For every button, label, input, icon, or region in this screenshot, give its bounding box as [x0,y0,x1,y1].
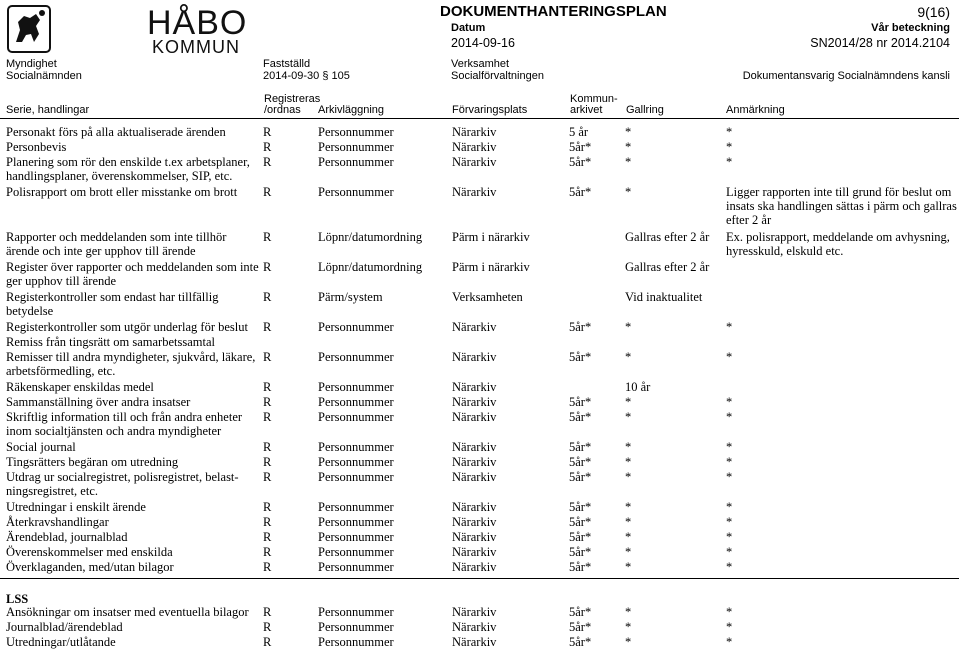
habo-kommun-logo [6,4,146,54]
serie-cell: Planering som rör den enskilde t.ex arbetsplaner, [6,155,250,169]
anmarkning-cell: * [726,560,733,574]
arkivlaggning-cell: Personnummer [318,140,394,154]
anmarkning-cell: * [726,530,733,544]
arkivlaggning-cell: Personnummer [318,500,394,514]
forvaringsplats-cell: Närarkiv [452,560,497,574]
arkivlaggning-cell: Personnummer [318,635,394,649]
serie-cell: ger upphov till ärende [6,274,117,288]
gallring-cell: Gallras efter 2 år [625,260,710,274]
serie-cell: Utdrag ur socialregistret, polisregistret, belast- [6,470,239,484]
forvaringsplats-cell: Pärm i närarkiv [452,260,530,274]
anmarkning-cell: * [726,605,733,619]
serie-cell: Skriftlig information till och från andra enheter [6,410,243,424]
arkivlaggning-cell: Personnummer [318,545,394,559]
registreras-cell: R [263,260,272,274]
anmarkning-cell: * [726,470,733,484]
section-rule [0,578,959,579]
registreras-cell: R [263,350,272,364]
gallring-cell: * [625,395,632,409]
serie-cell: Utredningar/utlåtande [6,635,116,649]
serie-cell: Remiss från tingsrätt om samarbetssamtal [6,335,215,349]
forvaringsplats-cell: Närarkiv [452,440,497,454]
registreras-cell: R [263,620,272,634]
registreras-cell: R [263,440,272,454]
kommunarkivet-cell: 5år* [569,320,592,334]
arkivlaggning-cell: Personnummer [318,155,394,169]
datum-value: 2014-09-16 [451,36,515,50]
forvaringsplats-cell: Närarkiv [452,380,497,394]
anmarkning-cell: efter 2 år [726,213,772,227]
serie-cell: Utredningar i enskilt ärende [6,500,146,514]
serie-cell: Polisrapport om brott eller misstanke om brott [6,185,238,199]
anmarkning-cell: * [726,410,733,424]
anmarkning-cell: * [726,350,733,364]
arkivlaggning-cell: Löpnr/datumordning [318,230,423,244]
registreras-cell: R [263,230,272,244]
col-serie: Serie, handlingar [6,104,90,116]
serie-cell: Överenskommelser med enskilda [6,545,173,559]
beteckning-value: SN2014/28 nr 2014.2104 [810,36,950,50]
forvaringsplats-cell: Närarkiv [452,515,497,529]
anmarkning-cell: hyresskuld, elskuld etc. [726,244,844,258]
anmarkning-cell: * [726,440,733,454]
anmarkning-cell: Ex. polisrapport, meddelande om avhysning, [726,230,950,244]
kommunarkivet-cell: 5år* [569,545,592,559]
forvaringsplats-cell: Närarkiv [452,155,497,169]
gallring-cell: * [625,500,632,514]
arkivlaggning-cell: Personnummer [318,395,394,409]
kommunarkivet-cell: 5år* [569,605,592,619]
serie-cell: Sammanställning över andra insatser [6,395,191,409]
serie-cell: betydelse [6,304,54,318]
verksamhet-value: Socialförvaltningen [451,70,544,82]
anmarkning-cell: * [726,635,733,649]
serie-cell: inom socialtjänsten och andra myndigheter [6,424,222,438]
arkivlaggning-cell: Personnummer [318,380,394,394]
anmarkning-cell: * [726,455,733,469]
registreras-cell: R [263,515,272,529]
registreras-cell: R [263,320,272,334]
kommunarkivet-cell: 5år* [569,635,592,649]
col-forvaringsplats: Förvaringsplats [452,104,528,116]
kommunarkivet-cell: 5år* [569,395,592,409]
col-registreras-1: Registreras [264,93,321,105]
registreras-cell: R [263,470,272,484]
arkivlaggning-cell: Personnummer [318,470,394,484]
kommunarkivet-cell: 5år* [569,515,592,529]
registreras-cell: R [263,530,272,544]
arkivlaggning-cell: Personnummer [318,515,394,529]
serie-cell: Överklaganden, med/utan bilagor [6,560,174,574]
gallring-cell: 10 år [625,380,651,394]
header-rule [0,118,959,119]
serie-cell: handlingsplaner, överenskommelser, SIP, etc. [6,169,233,183]
serie-cell: Rapporter och meddelanden som inte tillhör [6,230,227,244]
registreras-cell: R [263,500,272,514]
gallring-cell: * [625,470,632,484]
verksamhet-label: Verksamhet [451,58,510,70]
arkivlaggning-cell: Personnummer [318,455,394,469]
gallring-cell: * [625,545,632,559]
faststalld-value: 2014-09-30 § 105 [263,70,350,82]
arkivlaggning-cell: Personnummer [318,530,394,544]
registreras-cell: R [263,395,272,409]
serie-cell: Social journal [6,440,76,454]
serie-cell: Återkravshandlingar [6,515,109,529]
anmarkning-cell: * [726,620,733,634]
gallring-cell: * [625,350,632,364]
forvaringsplats-cell: Närarkiv [452,320,497,334]
anmarkning-cell: * [726,545,733,559]
gallring-cell: * [625,455,632,469]
col-registreras-2: /ordnas [264,104,301,116]
registreras-cell: R [263,635,272,649]
serie-cell: Ansökningar om insatser med eventuella bilagor [6,605,249,619]
registreras-cell: R [263,290,272,304]
col-kommunarkivet-2: arkivet [570,104,603,116]
dokumentansvarig: Dokumentansvarig Socialnämndens kansli [742,70,950,82]
serie-cell: Räkenskaper enskildas medel [6,380,154,394]
gallring-cell: * [625,410,632,424]
gallring-cell: * [625,320,632,334]
gallring-cell: * [625,635,632,649]
col-arkivlaggning: Arkivläggning [318,104,385,116]
gallring-cell: * [625,185,632,199]
col-anmarkning: Anmärkning [726,104,785,116]
anmarkning-cell: * [726,515,733,529]
kommunarkivet-cell: 5år* [569,440,592,454]
kommunarkivet-cell: 5år* [569,530,592,544]
gallring-cell: Gallras efter 2 år [625,230,710,244]
faststalld-label: Fastställd [263,58,311,70]
gallring-cell: * [625,605,632,619]
gallring-cell: * [625,155,632,169]
registreras-cell: R [263,155,272,169]
forvaringsplats-cell: Närarkiv [452,530,497,544]
registreras-cell: R [263,545,272,559]
forvaringsplats-cell: Närarkiv [452,620,497,634]
kommunarkivet-cell: 5år* [569,140,592,154]
arkivlaggning-cell: Personnummer [318,350,394,364]
arkivlaggning-cell: Personnummer [318,185,394,199]
anmarkning-cell: * [726,140,733,154]
gallring-cell: * [625,560,632,574]
arkivlaggning-cell: Löpnr/datumordning [318,260,423,274]
arkivlaggning-cell: Personnummer [318,125,394,139]
serie-cell: ningsregistret, etc. [6,484,98,498]
serie-cell: Registerkontroller som endast har tillfällig [6,290,219,304]
kommunarkivet-cell: 5år* [569,455,592,469]
logo-name: HÅBO [147,4,248,42]
myndighet-label: Myndighet [6,58,57,70]
serie-cell: Personakt förs på alla aktualiserade ärenden [6,125,226,139]
gallring-cell: * [625,125,632,139]
forvaringsplats-cell: Närarkiv [452,545,497,559]
gallring-cell: Vid inaktualitet [625,290,703,304]
registreras-cell: R [263,140,272,154]
registreras-cell: R [263,605,272,619]
forvaringsplats-cell: Närarkiv [452,500,497,514]
anmarkning-cell: * [726,155,733,169]
forvaringsplats-cell: Närarkiv [452,635,497,649]
forvaringsplats-cell: Närarkiv [452,410,497,424]
gallring-cell: * [625,620,632,634]
kommunarkivet-cell: 5år* [569,185,592,199]
serie-cell: Tingsrätters begäran om utredning [6,455,179,469]
registreras-cell: R [263,560,272,574]
anmarkning-cell: * [726,500,733,514]
serie-cell: ärende och inte ger upphov till ärende [6,244,196,258]
anmarkning-cell: insats ska handlingen sättas i pärm och gallras [726,199,957,213]
registreras-cell: R [263,455,272,469]
serie-cell: Journalblad/ärendeblad [6,620,123,634]
forvaringsplats-cell: Närarkiv [452,455,497,469]
col-gallring: Gallring [626,104,664,116]
logo-sub: KOMMUN [152,37,240,57]
arkivlaggning-cell: Personnummer [318,440,394,454]
forvaringsplats-cell: Verksamheten [452,290,523,304]
forvaringsplats-cell: Närarkiv [452,185,497,199]
kommunarkivet-cell: 5år* [569,350,592,364]
arkivlaggning-cell: Personnummer [318,410,394,424]
serie-cell: Remisser till andra myndigheter, sjukvård, läkare, [6,350,256,364]
forvaringsplats-cell: Närarkiv [452,395,497,409]
registreras-cell: R [263,125,272,139]
registreras-cell: R [263,410,272,424]
anmarkning-cell: Ligger rapporten inte till grund för beslut om [726,185,952,199]
serie-cell: Register över rapporter och meddelanden som inte [6,260,259,274]
gallring-cell: * [625,140,632,154]
gallring-cell: * [625,515,632,529]
document-title: DOKUMENTHANTERINGSPLAN [440,3,667,20]
arkivlaggning-cell: Personnummer [318,320,394,334]
datum-label: Datum [451,22,486,34]
registreras-cell: R [263,380,272,394]
beteckning-label: Vår beteckning [871,22,950,34]
arkivlaggning-cell: Pärm/system [318,290,383,304]
forvaringsplats-cell: Närarkiv [452,350,497,364]
forvaringsplats-cell: Närarkiv [452,470,497,484]
gallring-cell: * [625,440,632,454]
kommunarkivet-cell: 5 år [569,125,589,139]
col-kommunarkivet-1: Kommun- [570,93,618,105]
forvaringsplats-cell: Närarkiv [452,605,497,619]
arkivlaggning-cell: Personnummer [318,605,394,619]
serie-cell: Ärendeblad, journalblad [6,530,128,544]
forvaringsplats-cell: Närarkiv [452,125,497,139]
serie-cell: arbetsförmedling, etc. [6,364,116,378]
kommunarkivet-cell: 5år* [569,410,592,424]
kommunarkivet-cell: 5år* [569,620,592,634]
kommunarkivet-cell: 5år* [569,155,592,169]
section-heading: LSS [6,592,29,606]
anmarkning-cell: * [726,395,733,409]
serie-cell: Registerkontroller som utgör underlag för beslut [6,320,248,334]
forvaringsplats-cell: Närarkiv [452,140,497,154]
arkivlaggning-cell: Personnummer [318,620,394,634]
anmarkning-cell: * [726,320,733,334]
myndighet-value: Socialnämnden [6,70,82,82]
kommunarkivet-cell: 5år* [569,560,592,574]
arkivlaggning-cell: Personnummer [318,560,394,574]
page-number: 9(16) [917,4,950,20]
serie-cell: Personbevis [6,140,67,154]
kommunarkivet-cell: 5år* [569,470,592,484]
forvaringsplats-cell: Pärm i närarkiv [452,230,530,244]
kommunarkivet-cell: 5år* [569,500,592,514]
anmarkning-cell: * [726,125,733,139]
registreras-cell: R [263,185,272,199]
gallring-cell: * [625,530,632,544]
